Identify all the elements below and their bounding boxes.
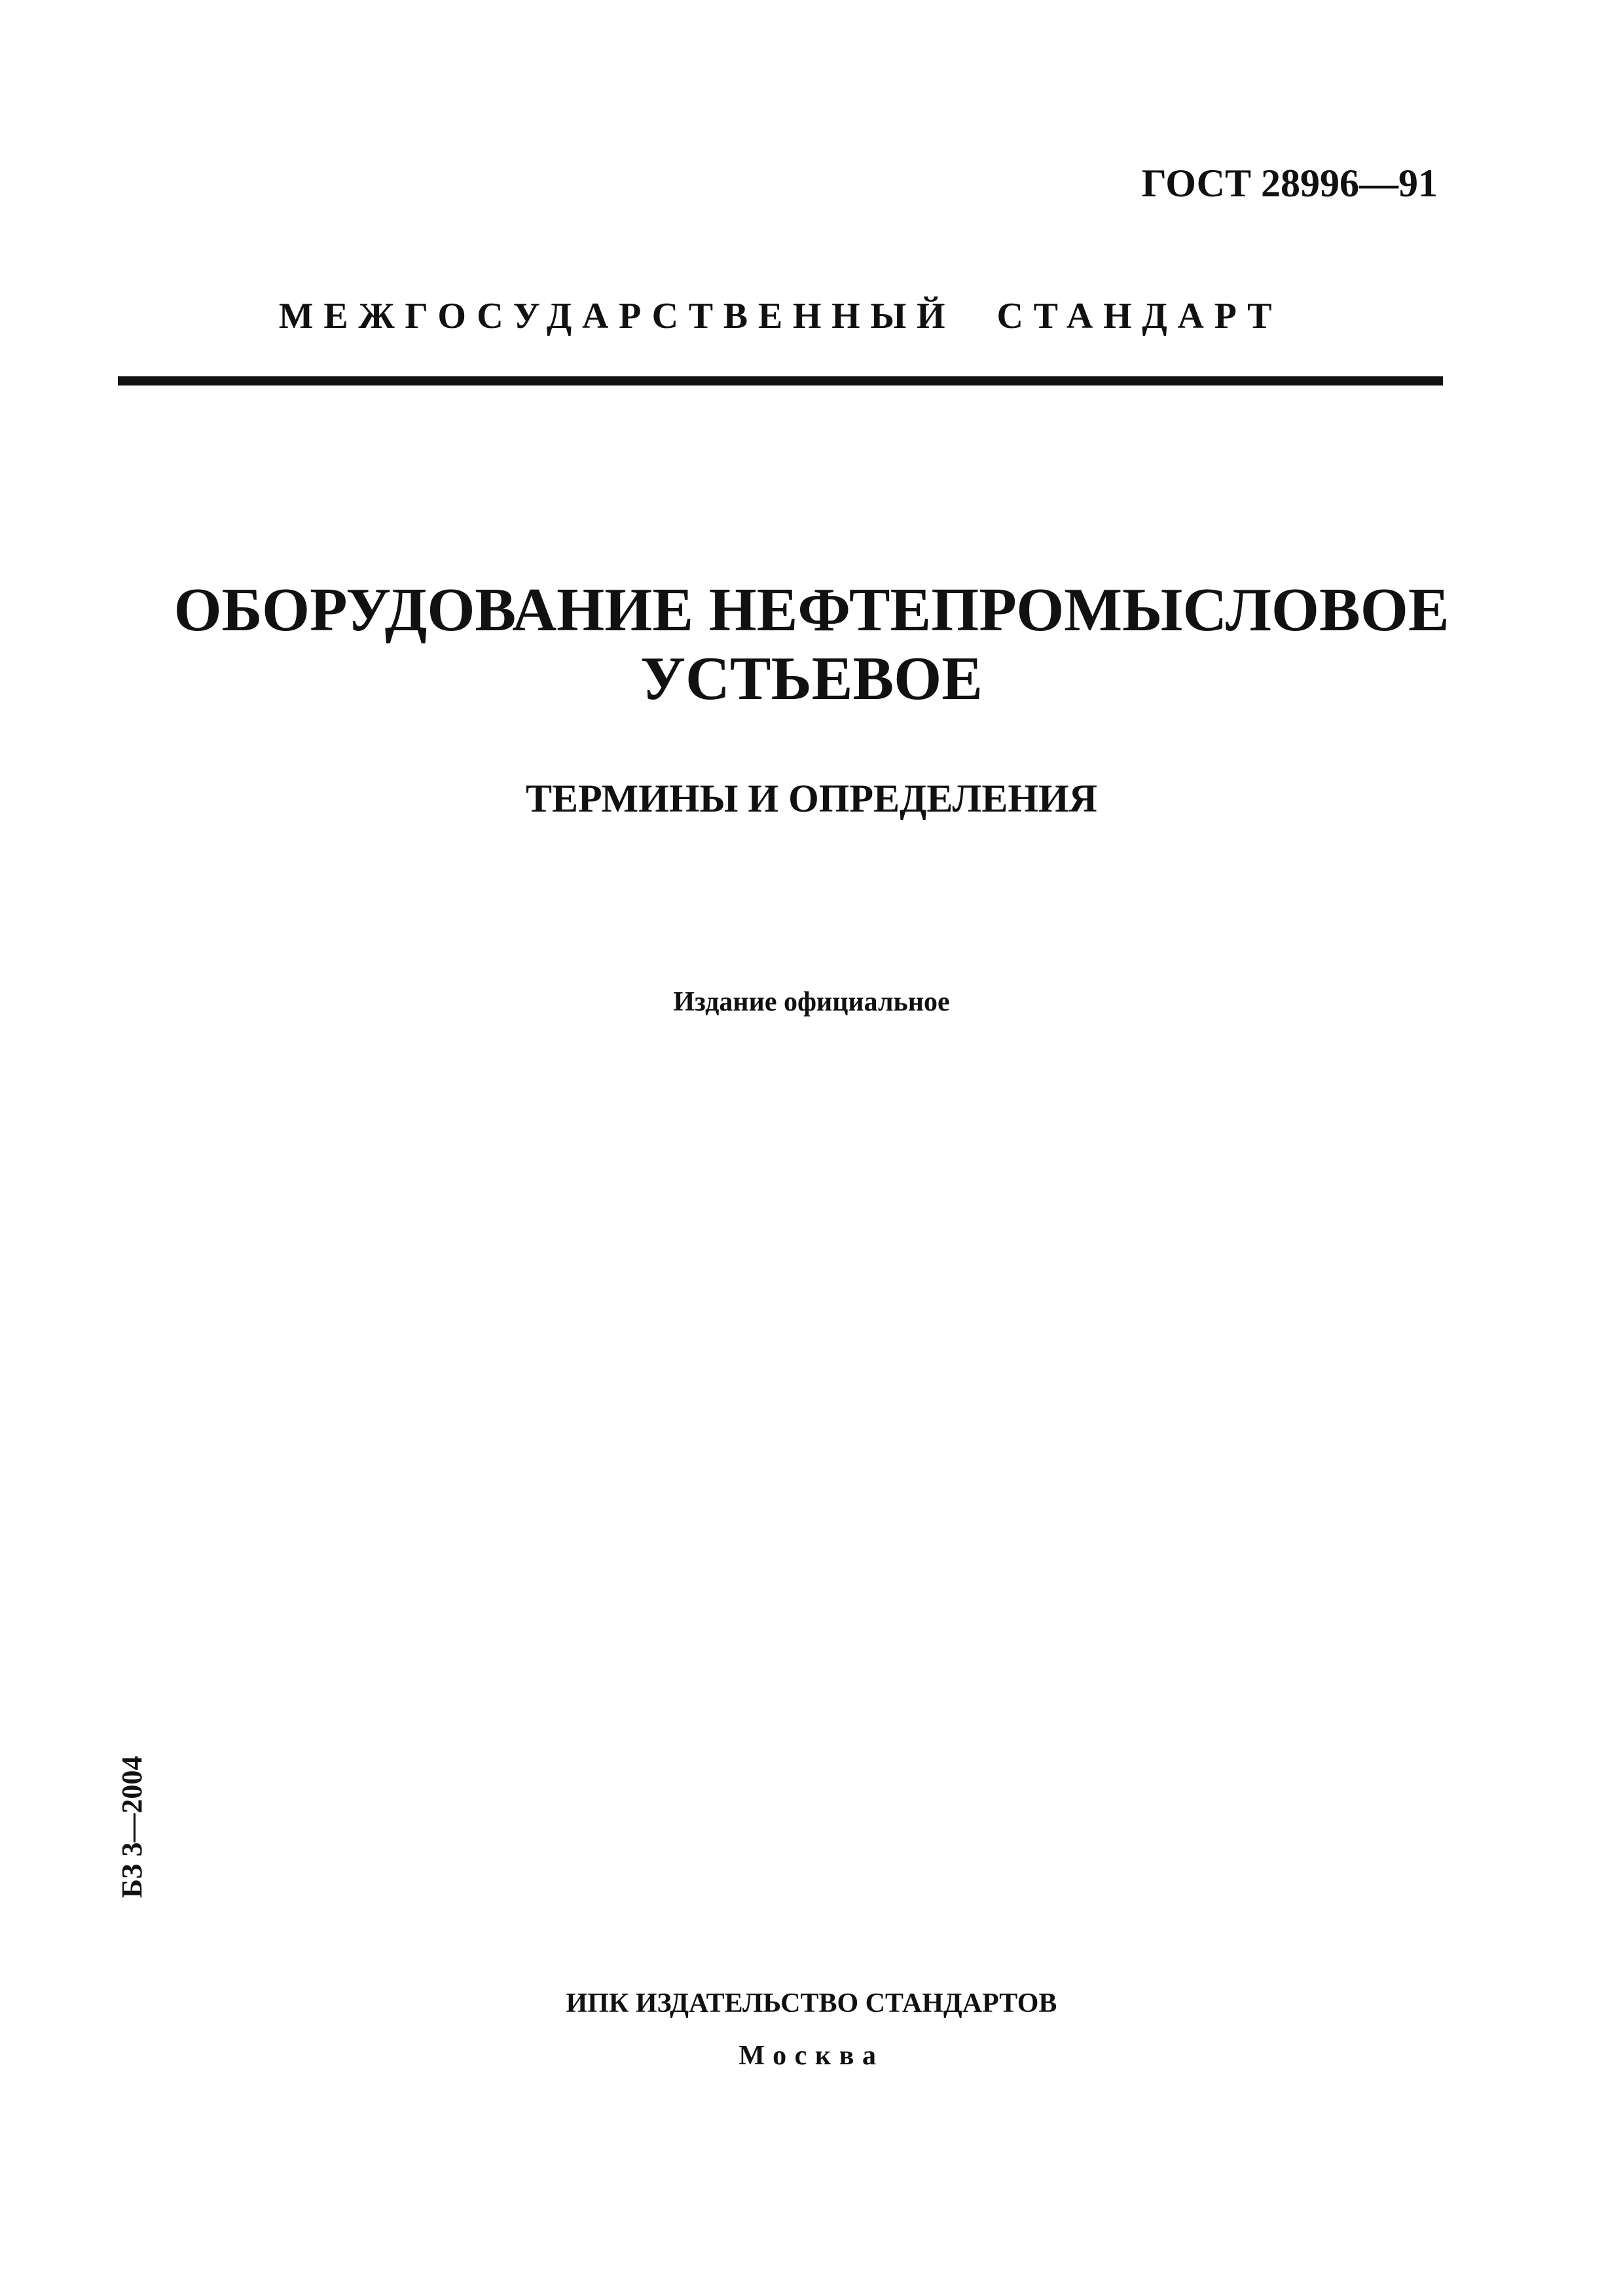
publisher-city: Москва [739,2041,884,2071]
standard-kind-heading: МЕЖГОСУДАРСТВЕННЫЙ СТАНДАРТ [278,296,1283,336]
document-subtitle: ТЕРМИНЫ И ОПРЕДЕЛЕНИЯ [525,777,1098,820]
edition-label: Издание официальное [673,987,950,1017]
side-registration-code: БЗ 3—2004 [116,1755,148,1898]
header-rule [118,376,1443,386]
document-title [0,576,1623,714]
document-code: ГОСТ 28996—91 [1141,162,1438,205]
title-line-1: ОБОРУДОВАНИЕ НЕФТЕПРОМЫСЛОВОЕ [173,576,1450,644]
publisher-name: ИПК ИЗДАТЕЛЬСТВО СТАНДАРТОВ [566,1988,1057,2018]
title-line-2: УСТЬЕВОЕ [640,645,983,713]
